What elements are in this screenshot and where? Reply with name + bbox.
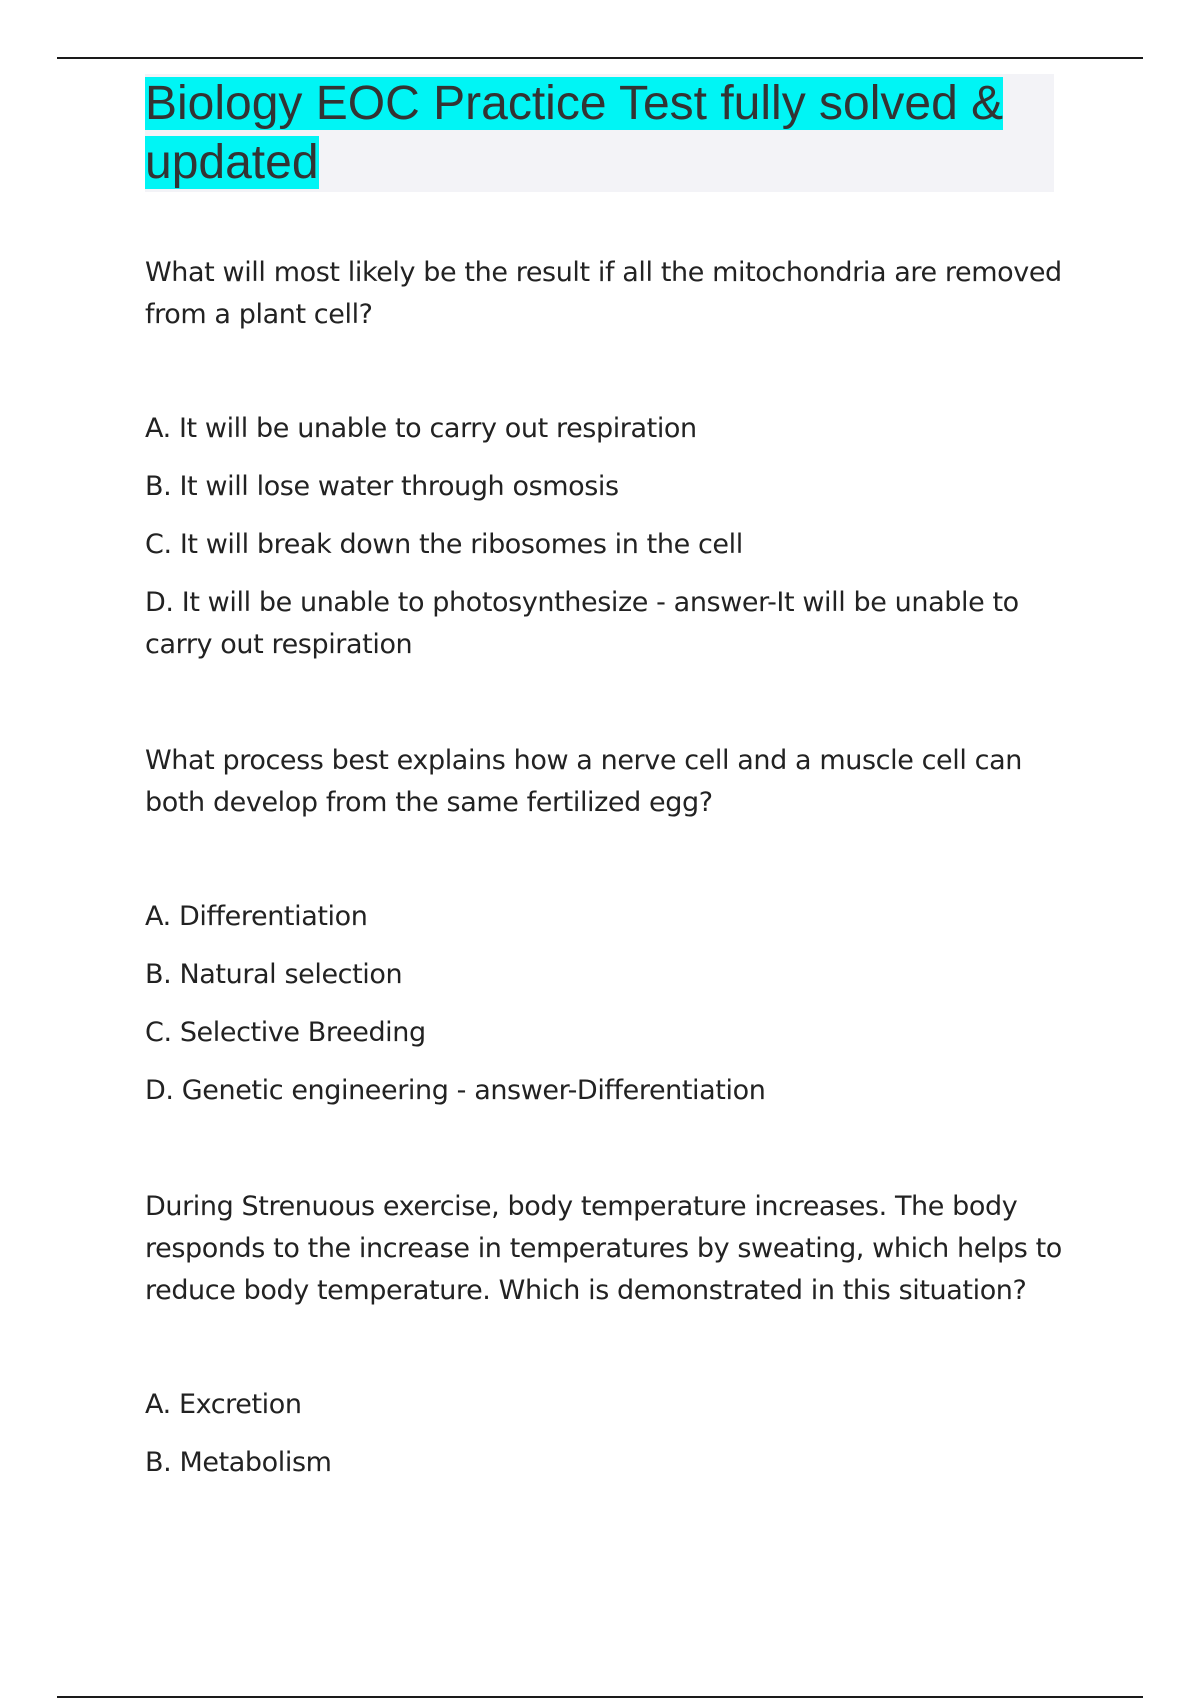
question-block-3 — [145, 1186, 1065, 1484]
option-a: A. Differentiation — [145, 901, 368, 932]
title-box — [145, 74, 1054, 192]
answer-options — [145, 896, 1065, 1112]
title-highlight: Biology EOC Practice Test fully solved & updated — [145, 77, 1004, 189]
question-text: What process best explains how a nerve cell and a muscle cell can both develop from the same fertilized egg? — [145, 745, 1022, 818]
option-d-with-answer: D. It will be unable to photosynthesize - answer-It will be unable to carry out respiration — [145, 587, 1019, 660]
option-a: A. It will be unable to carry out respiration — [145, 413, 697, 444]
document-body — [145, 252, 1065, 1558]
answer-options — [145, 1384, 1065, 1484]
option-b: B. It will lose water through osmosis — [145, 471, 619, 502]
option-d-with-answer: D. Genetic engineering - answer-Differentiation — [145, 1075, 766, 1106]
option-c: C. It will break down the ribosomes in the cell — [145, 529, 743, 560]
option-c: C. Selective Breeding — [145, 1017, 426, 1048]
question-text: During Strenuous exercise, body temperature increases. The body responds to the increase in temperatures by sweating, which helps to reduce body temperature. Which is demonstrated in this situation? — [145, 1191, 1062, 1306]
document-title — [145, 74, 1054, 192]
top-page-rule — [57, 57, 1143, 59]
answer-options — [145, 408, 1065, 666]
option-b: B. Natural selection — [145, 959, 403, 990]
question-text: What will most likely be the result if all the mitochondria are removed from a plant cell? — [145, 257, 1062, 330]
question-block-2 — [145, 740, 1065, 1112]
bottom-page-rule — [57, 1696, 1143, 1698]
option-b: B. Metabolism — [145, 1447, 332, 1478]
option-a: A. Excretion — [145, 1389, 302, 1420]
question-block-1 — [145, 252, 1065, 666]
